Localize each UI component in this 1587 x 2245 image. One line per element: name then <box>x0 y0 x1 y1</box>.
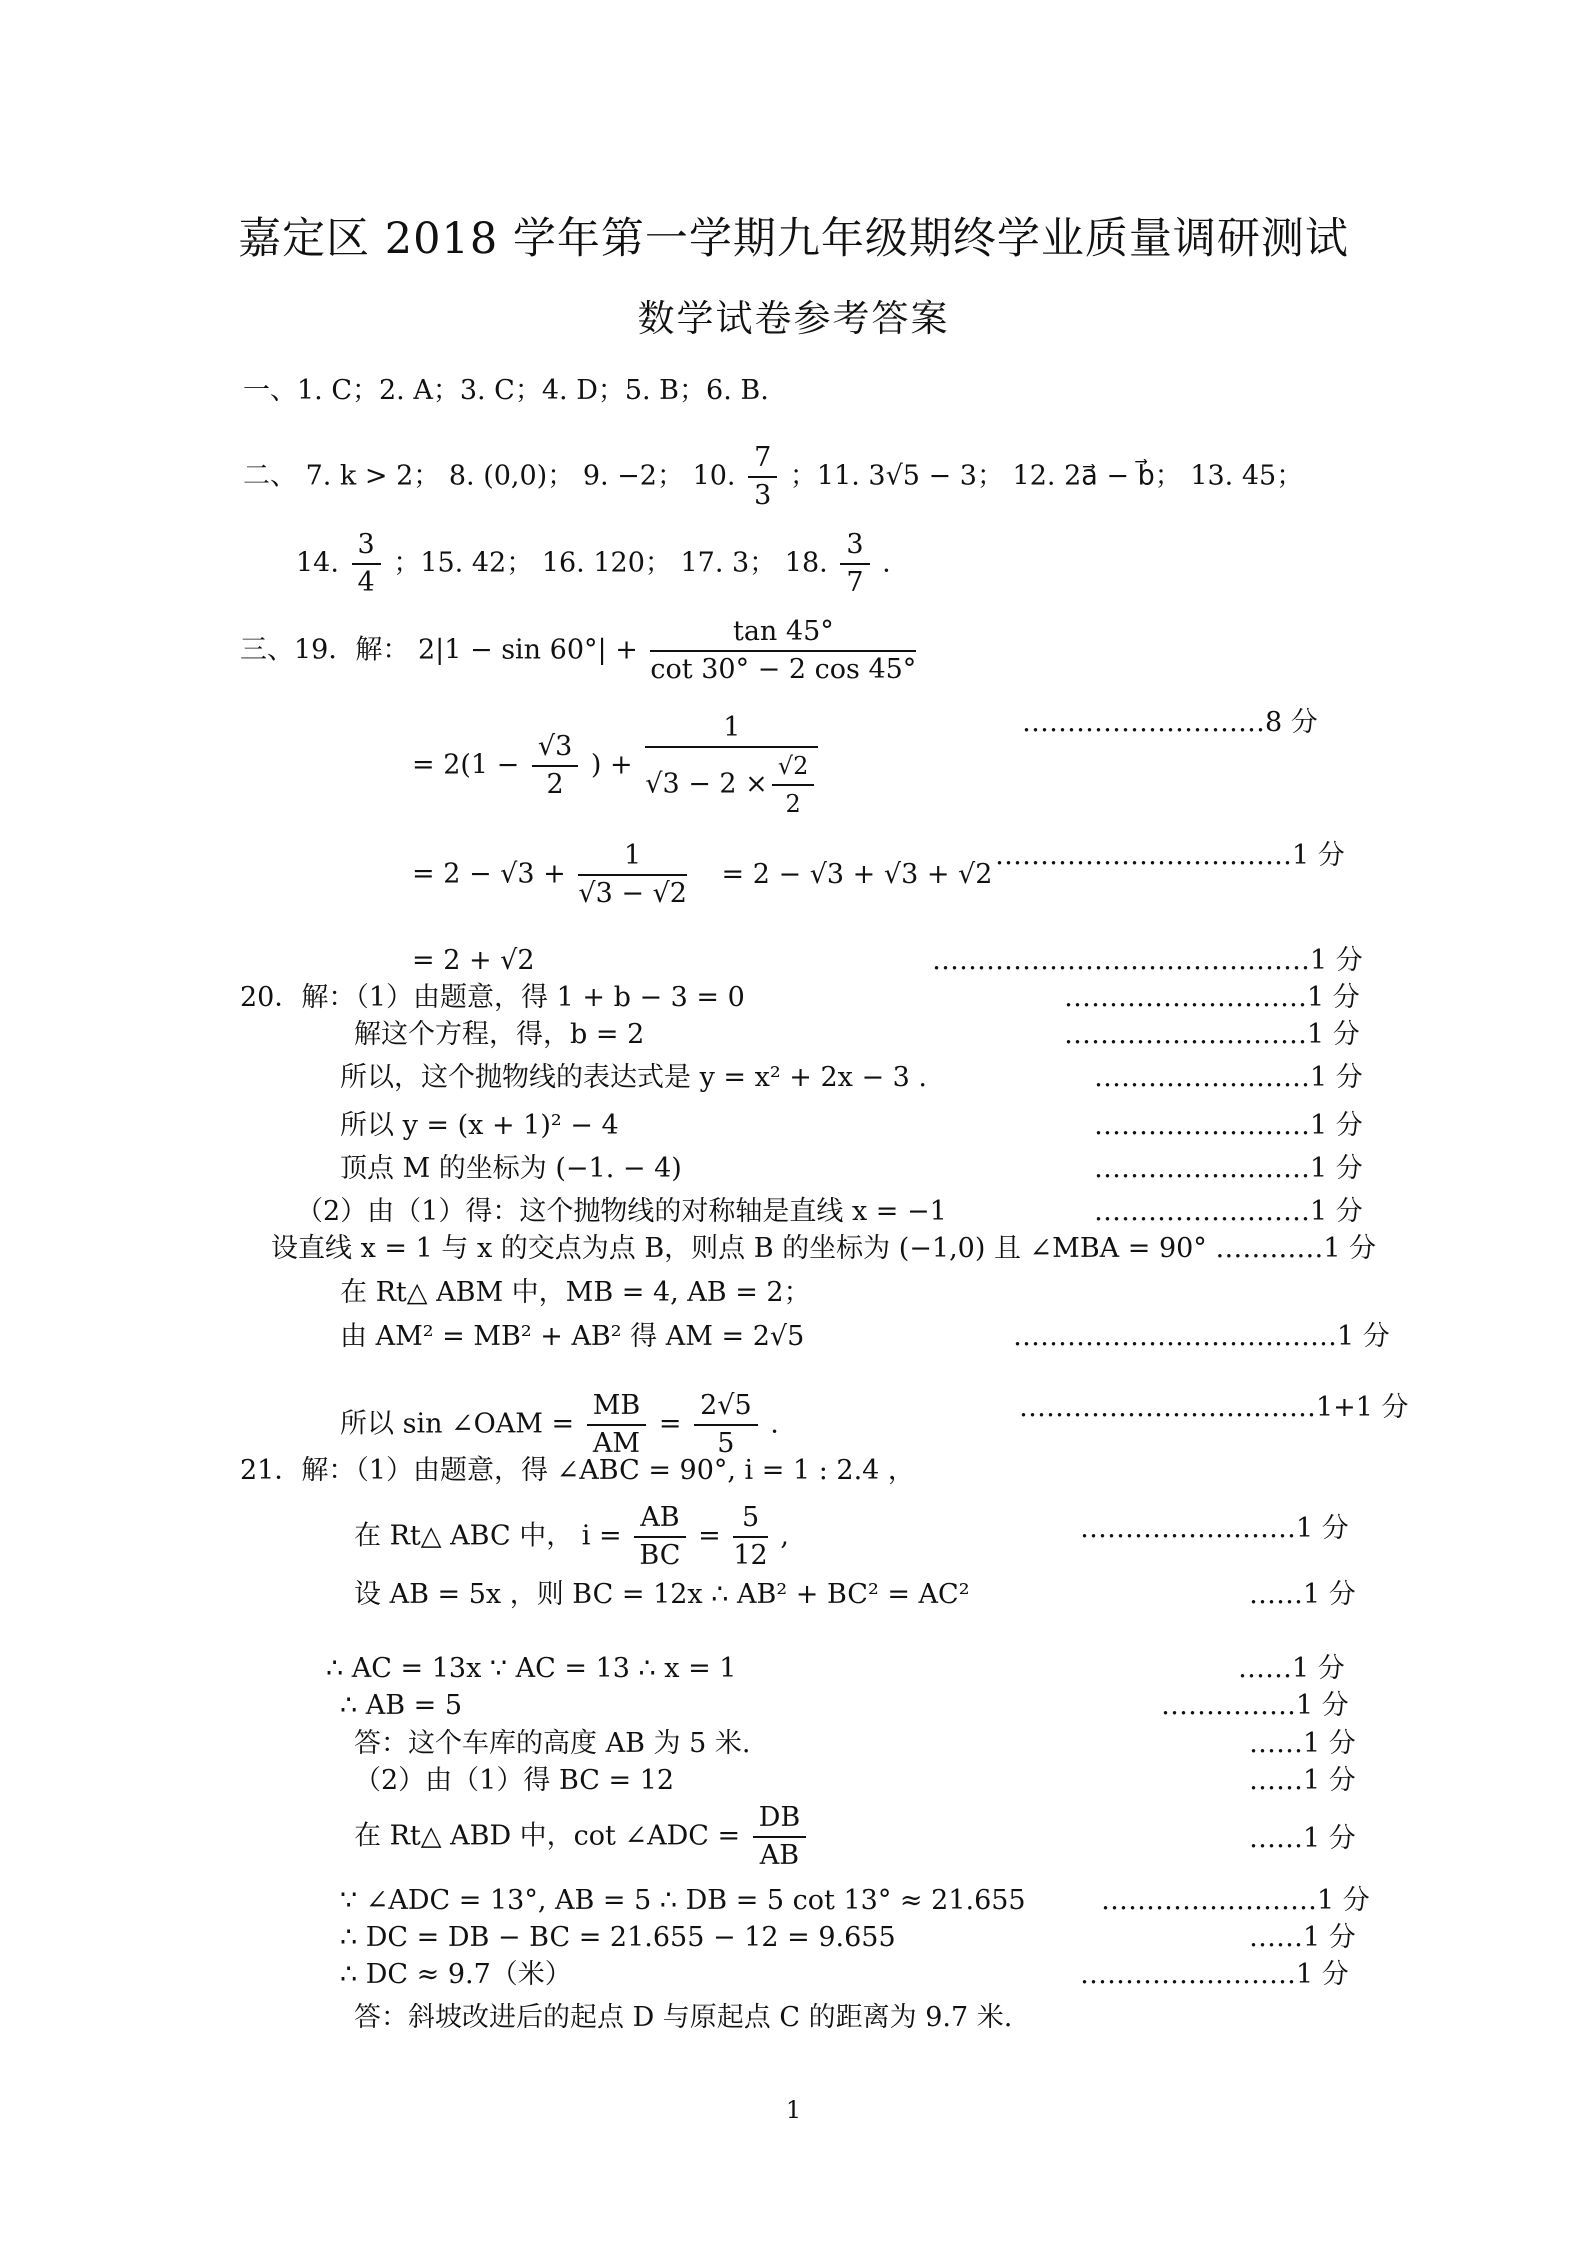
q19-label: 三、19．解： <box>240 634 410 666</box>
answer-14-fraction: $\frac{3}{4}$ <box>352 527 381 601</box>
q19-step1-score: ………………………8 分 <box>1022 707 1318 738</box>
q21-line8-score: ……1 分 <box>1249 1823 1356 1854</box>
answer-16: 16. 120； <box>541 547 672 579</box>
q20-2root5-over-5: $\frac{2√5}{5}$ <box>694 1388 758 1462</box>
answer-7: 7. k > 2； <box>305 460 441 492</box>
q20-line9-score: ………………………………1 分 <box>1013 1321 1390 1352</box>
answer-10-label: 10. <box>692 460 736 492</box>
q20-line5-score: ……………………1 分 <box>1094 1153 1363 1184</box>
q20-line3: 所以，这个抛物线的表达式是 y = x² + 2x − 3 . <box>340 1062 927 1093</box>
q20-line1: 20．解：（1）由题意，得 1 + b − 3 = 0 <box>240 982 745 1013</box>
q20-line7: 设直线 x = 1 与 x 的交点为点 B，则点 B 的坐标为 (−1,0) 且 ∠MBA = 90° …………1 分 <box>271 1233 1377 1264</box>
page-number: 1 <box>785 2096 802 2124</box>
q20-line6-score: ……………………1 分 <box>1094 1196 1363 1227</box>
q19-step3: = 2 + √2 <box>412 945 535 976</box>
q21-line6-score: ……1 分 <box>1249 1728 1356 1759</box>
q20-line3-score: ……………………1 分 <box>1094 1062 1363 1093</box>
q21-line2: 在 Rt△ ABC 中， i = $\frac{AB}{BC}$ = $\frac{5}{12}$ , <box>354 1500 789 1574</box>
answer-17: 17. 3； <box>680 547 777 579</box>
q20-line10-score: ……………………………1+1 分 <box>1019 1392 1409 1423</box>
answer-18-label: 18. <box>784 547 828 579</box>
q21-line8: 在 Rt△ ABD 中，cot ∠ADC = $\frac{DB}{AB}$ <box>354 1800 810 1874</box>
q21-line1: 21．解：（1）由题意，得 ∠ABC = 90°, i = 1 : 2.4 ， <box>240 1455 915 1486</box>
answer-12: 12. 2a⃗ − b⃗； <box>1012 460 1182 492</box>
q19-step1-fraction: 1 √3 − 2 × $\frac{√2}{2}$ <box>645 710 818 822</box>
q21-5-over-12: $\frac{5}{12}$ <box>733 1502 768 1571</box>
q21-line5-score: ……………1 分 <box>1161 1690 1349 1721</box>
section1-answers: 一、1. C；2. A；3. C；4. D；5. B；6. B. <box>243 375 769 406</box>
answer-14-label: 14. <box>296 547 339 579</box>
q19-expression: 三、19．解： 2|1 − sin 60°| + $\frac{\tan 45^\circ}{\cot 30^\circ - 2 \cos 45^\circ}$ <box>240 614 920 688</box>
q19-step2-score: ……………………………1 分 <box>995 840 1345 871</box>
q20-line2: 解这个方程，得，b = 2 <box>354 1019 645 1050</box>
section2-prefix: 二、 <box>243 460 297 492</box>
q20-mb-over-am: $\frac{MB}{AM}$ <box>587 1388 647 1462</box>
answer-15: ；15. 42； <box>393 547 534 579</box>
answer-8: 8. (0,0)； <box>448 460 575 492</box>
q21-line5: ∴ AB = 5 <box>340 1690 463 1721</box>
q21-line12: 答：斜坡改进后的起点 D 与原起点 C 的距离为 9.7 米. <box>354 2002 1013 2033</box>
q21-line10-score: ……1 分 <box>1249 1922 1356 1953</box>
q20-line2-score: ………………………1 分 <box>1064 1019 1360 1050</box>
q19-step1: = 2(1 − $\frac{√3}{2}$ ) + 1 √3 − 2 × $\frac{√2}{2}$ <box>412 710 822 822</box>
section2-row2: 14. $\frac{3}{4}$ ；15. 42； 16. 120； 17. 3； 18. $\frac{3}{7}$ . <box>296 527 891 601</box>
q21-line7-score: ……1 分 <box>1249 1765 1356 1796</box>
q19-step1-sqrt3-over-2: $\frac{√3}{2}$ <box>532 729 578 803</box>
page-subtitle: 数学试卷参考答案 <box>637 297 950 340</box>
q21-line6: 答：这个车库的高度 AB 为 5 米. <box>354 1728 751 1759</box>
q21-line3-score: ……1 分 <box>1249 1579 1356 1610</box>
q21-db-over-ab: $\frac{DB}{AB}$ <box>753 1800 807 1874</box>
q20-line8: 在 Rt△ ABM 中，MB = 4, AB = 2； <box>340 1277 811 1308</box>
answer-10-fraction: $\frac{7}{3}$ <box>748 440 777 514</box>
q20-line1-score: ………………………1 分 <box>1064 982 1360 1013</box>
answer-9: 9. −2； <box>582 460 684 492</box>
q21-line2-score: ……………………1 分 <box>1080 1513 1349 1544</box>
q19-step3-score: ……………………………………1 分 <box>932 945 1363 976</box>
section2-row1 <box>243 440 1303 514</box>
q21-line4-score: ……1 分 <box>1238 1653 1345 1684</box>
q20-line6: （2）由（1）得：这个抛物线的对称轴是直线 x = −1 <box>296 1196 947 1227</box>
answer-13: 13. 45； <box>1190 460 1304 492</box>
q19-step2-fraction: $\frac{1}{√3 - √2}$ <box>578 840 687 909</box>
q21-line9: ∵ ∠ADC = 13°, AB = 5 ∴ DB = 5 cot 13° ≈ 21.655 <box>340 1885 1026 1916</box>
q21-line11-score: ……………………1 分 <box>1080 1959 1349 1990</box>
answer-18-fraction: $\frac{3}{7}$ <box>840 527 869 601</box>
q19-step2: = 2 − √3 + $\frac{1}{√3 - √2}$ = 2 − √3 + √3 + √2 <box>412 838 992 912</box>
q21-line11: ∴ DC ≈ 9.7（米） <box>340 1959 572 1990</box>
q20-line9: 由 AM² = MB² + AB² 得 AM = 2√5 <box>340 1321 805 1352</box>
q21-line7: （2）由（1）得 BC = 12 <box>354 1765 675 1796</box>
q20-line4: 所以 y = (x + 1)² − 4 <box>340 1110 619 1141</box>
answer-11: ；11. 3√5 − 3； <box>789 460 1004 492</box>
q20-line5: 顶点 M 的坐标为 (−1. − 4) <box>340 1153 682 1184</box>
q21-ab-over-bc: $\frac{AB}{BC}$ <box>634 1500 685 1574</box>
q19-main-fraction: $\frac{\tan 45^\circ}{\cot 30^\circ - 2 \cos 45^\circ}$ <box>650 616 917 685</box>
page-title: 嘉定区 2018 学年第一学期九年级期终学业质量调研测试 <box>238 214 1349 264</box>
q20-line4-score: ……………………1 分 <box>1094 1110 1363 1141</box>
q21-line4: ∴ AC = 13x ∵ AC = 13 ∴ x = 1 <box>326 1653 737 1684</box>
q21-line3: 设 AB = 5x ，则 BC = 12x ∴ AB² + BC² = AC² <box>354 1579 970 1610</box>
q21-line10: ∴ DC = DB − BC = 21.655 − 12 = 9.655 <box>340 1922 896 1953</box>
q21-line9-score: ……………………1 分 <box>1101 1885 1370 1916</box>
q20-line10: 所以 sin ∠OAM = $\frac{MB}{AM}$ = $\frac{2√5}{5}$ . <box>340 1388 779 1462</box>
